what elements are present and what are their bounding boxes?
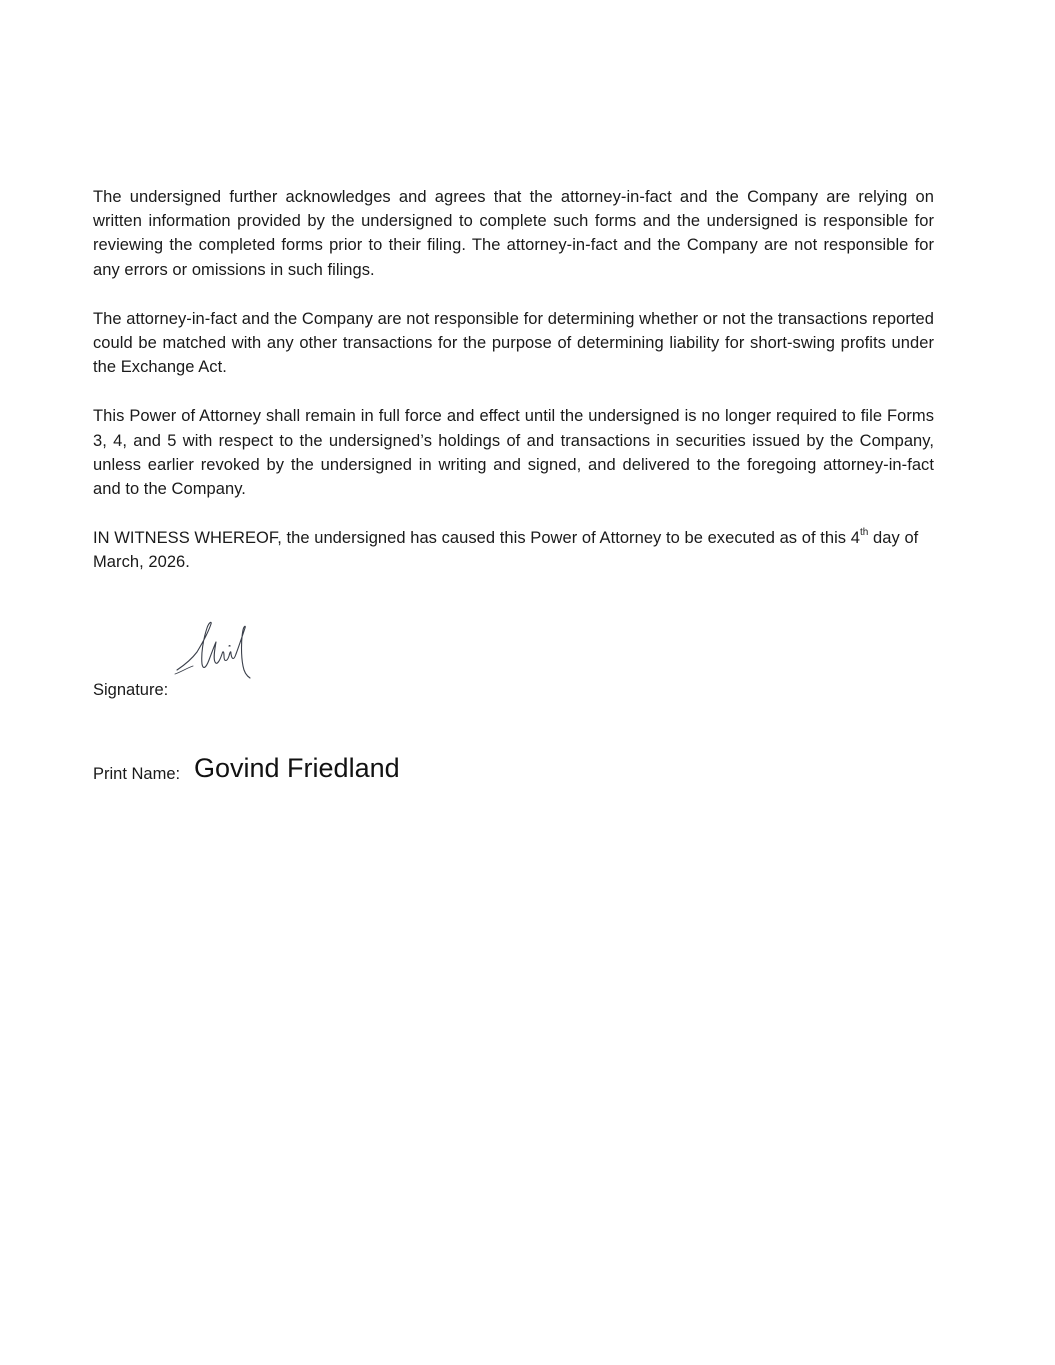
paragraph-witness: [93, 526, 934, 574]
print-name-value: Govind Friedland: [194, 753, 400, 783]
witness-date-text: day of March, 2026.: [93, 529, 919, 572]
paragraph-duration: This Power of Attorney shall remain in full force and effect until the undersigned is no longer required to file Forms 3, 4, and 5 with respect to the undersigned’s holdings of and transactions in securities issued by the Company, unless earlier revoked by the undersigned in writing and signed, and delivered to the foregoing attorney-in-fact and to the Company.: [93, 407, 934, 499]
handwritten-signature: [173, 616, 263, 682]
paragraph-acknowledgement: The undersigned further acknowledges and agrees that the attorney-in-fact and the Company are relying on written information provided by the undersigned to complete such forms and the undersigned is responsible for reviewing the completed forms prior to their filing. The attorney-in-fact and the Company are not responsible for any errors or omissions in such filings.: [93, 188, 934, 279]
signature-block: [93, 616, 493, 706]
day-ordinal-suffix: th: [859, 526, 869, 538]
witness-text: IN WITNESS WHEREOF, the undersigned has caused this Power of Attorney to be executed as of this 4: [93, 529, 860, 548]
paragraph-responsibility: The attorney-in-fact and the Company are not responsible for determining whether or not the transactions reported could be matched with any other transactions for the purpose of determining liability for short-swing profits under the Exchange Act.: [93, 309, 934, 377]
print-name-label: Print Name:: [93, 765, 181, 783]
signature-label: Signature:: [93, 681, 169, 699]
document-body: [93, 185, 934, 575]
print-name-block: [93, 750, 593, 790]
